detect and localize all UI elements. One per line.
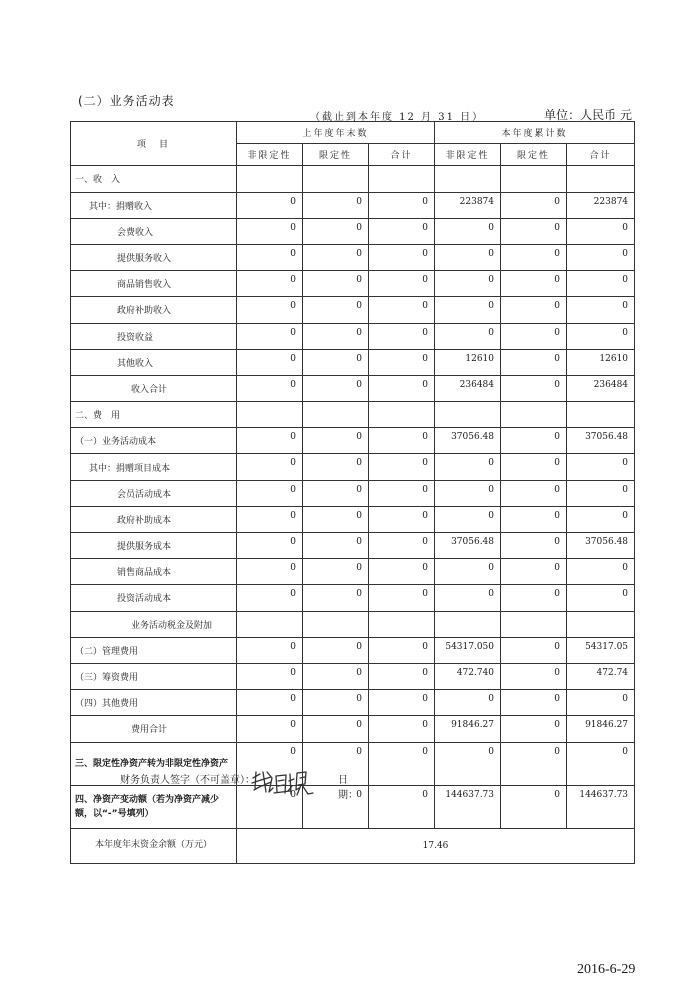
cell-value xyxy=(567,611,635,637)
cell-value: 0 xyxy=(237,637,303,663)
page-date: 2016-6-29 xyxy=(577,962,636,977)
cell-value: 0 xyxy=(303,454,369,480)
table-row xyxy=(71,611,635,637)
table-row xyxy=(71,297,635,323)
row-label: （一）业务活动成本 xyxy=(71,428,237,454)
cell-value: 0 xyxy=(567,690,635,716)
row-label: 投资活动成本 xyxy=(71,585,237,611)
cell-value: 0 xyxy=(237,690,303,716)
cell-value: 0 xyxy=(303,428,369,454)
cell-value: 0 xyxy=(237,506,303,532)
cell-value: 0 xyxy=(501,506,567,532)
cell-value xyxy=(435,166,501,192)
header-col: 合计 xyxy=(567,144,635,166)
row-label: 提供服务成本 xyxy=(71,533,237,559)
cell-value: 0 xyxy=(237,559,303,585)
row-label: 费用合计 xyxy=(71,716,237,742)
table-row xyxy=(71,218,635,244)
cell-value xyxy=(501,166,567,192)
row-label: 三、限定性净资产转为非限定性净资产 xyxy=(71,742,237,785)
cell-value: 0 xyxy=(435,690,501,716)
cell-value: 0 xyxy=(237,785,303,828)
table-row xyxy=(71,454,635,480)
cell-value: 0 xyxy=(303,742,369,785)
cell-value: 0 xyxy=(369,349,435,375)
cell-value: 0 xyxy=(501,375,567,401)
cell-value xyxy=(369,402,435,428)
cell-value: 144637.73 xyxy=(567,785,635,828)
cell-value: 0 xyxy=(567,480,635,506)
cell-value: 0 xyxy=(369,428,435,454)
cell-value: 0 xyxy=(567,506,635,532)
cell-value: 0 xyxy=(303,663,369,689)
cell-value: 0 xyxy=(501,637,567,663)
row-label: （四）其他费用 xyxy=(71,690,237,716)
cell-value: 37056.48 xyxy=(435,428,501,454)
cell-value: 0 xyxy=(303,323,369,349)
cell-value: 0 xyxy=(237,533,303,559)
row-label: （三）筹资费用 xyxy=(71,663,237,689)
cell-value: 0 xyxy=(237,244,303,270)
row-label: 收入合计 xyxy=(71,375,237,401)
cell-value: 0 xyxy=(369,585,435,611)
row-label: （二）管理费用 xyxy=(71,637,237,663)
row-label: 商品销售收入 xyxy=(71,271,237,297)
cell-value: 0 xyxy=(303,585,369,611)
cell-value: 223874 xyxy=(435,192,501,218)
row-label: 政府补助成本 xyxy=(71,506,237,532)
table-row xyxy=(71,192,635,218)
cell-value: 0 xyxy=(567,585,635,611)
cell-value: 0 xyxy=(435,585,501,611)
fund-balance-label: 本年度年末资金余额（万元） xyxy=(71,828,237,863)
row-label: 会员活动成本 xyxy=(71,480,237,506)
cell-value: 0 xyxy=(303,349,369,375)
cell-value: 0 xyxy=(303,192,369,218)
table-row xyxy=(71,585,635,611)
cell-value: 0 xyxy=(369,271,435,297)
fund-balance-row xyxy=(71,828,635,863)
cell-value: 91846.27 xyxy=(567,716,635,742)
cell-value: 0 xyxy=(435,271,501,297)
cell-value: 12610 xyxy=(435,349,501,375)
cell-value: 0 xyxy=(303,375,369,401)
cell-value: 0 xyxy=(237,428,303,454)
cell-value: 0 xyxy=(435,218,501,244)
header-prev-year: 上年度年末数 xyxy=(237,122,435,144)
cell-value: 0 xyxy=(501,454,567,480)
cell-value: 0 xyxy=(369,533,435,559)
cell-value xyxy=(237,166,303,192)
cell-value: 0 xyxy=(303,297,369,323)
cell-value xyxy=(567,166,635,192)
table-row xyxy=(71,716,635,742)
cell-value xyxy=(501,611,567,637)
row-label: 其他收入 xyxy=(71,349,237,375)
row-label: 会费收入 xyxy=(71,218,237,244)
cell-value: 0 xyxy=(237,742,303,785)
cell-value: 0 xyxy=(501,428,567,454)
row-label: 四、净资产变动额（若为净资产减少额，以“-”号填列） xyxy=(71,785,237,828)
cell-value: 12610 xyxy=(567,349,635,375)
cell-value: 0 xyxy=(369,690,435,716)
table-row xyxy=(71,323,635,349)
cell-value: 0 xyxy=(501,585,567,611)
cell-value: 0 xyxy=(237,218,303,244)
cell-value: 0 xyxy=(237,323,303,349)
table-row xyxy=(71,480,635,506)
cell-value: 0 xyxy=(237,375,303,401)
header-row-group xyxy=(71,122,635,144)
table-row xyxy=(71,166,635,192)
row-label: 其中：捐赠收入 xyxy=(71,192,237,218)
cell-value: 0 xyxy=(369,559,435,585)
cell-value: 0 xyxy=(435,480,501,506)
row-label: 二、费 用 xyxy=(71,402,237,428)
cell-value: 54317.050 xyxy=(435,637,501,663)
row-label: 提供服务收入 xyxy=(71,244,237,270)
cell-value: 0 xyxy=(501,559,567,585)
cell-value: 0 xyxy=(303,716,369,742)
table-row xyxy=(71,637,635,663)
cell-value: 0 xyxy=(435,244,501,270)
cell-value: 0 xyxy=(435,559,501,585)
cell-value: 0 xyxy=(237,480,303,506)
cell-value: 0 xyxy=(369,192,435,218)
cell-value: 0 xyxy=(567,559,635,585)
table-row xyxy=(71,533,635,559)
activity-table xyxy=(70,121,635,864)
cell-value: 0 xyxy=(435,506,501,532)
table-row xyxy=(71,271,635,297)
cell-value: 0 xyxy=(369,785,435,828)
signature-line xyxy=(120,771,358,801)
cell-value: 0 xyxy=(501,690,567,716)
report-period: （截止到本年度 12 月 31 日） xyxy=(310,112,485,123)
row-label: 其中：捐赠项目成本 xyxy=(71,454,237,480)
cell-value: 0 xyxy=(369,716,435,742)
cell-value: 144637.73 xyxy=(435,785,501,828)
cell-value: 54317.05 xyxy=(567,637,635,663)
cell-value: 472.74 xyxy=(567,663,635,689)
cell-value: 0 xyxy=(237,192,303,218)
cell-value: 0 xyxy=(369,375,435,401)
cell-value xyxy=(237,611,303,637)
cell-value: 0 xyxy=(303,533,369,559)
table-row xyxy=(71,244,635,270)
header-current-year: 本年度累计数 xyxy=(435,122,635,144)
cell-value: 0 xyxy=(501,533,567,559)
signature-label: 财务负责人签字（不可盖章）： xyxy=(120,775,255,786)
cell-value: 0 xyxy=(501,785,567,828)
header-col: 非限定性 xyxy=(435,144,501,166)
cell-value xyxy=(369,611,435,637)
cell-value xyxy=(303,611,369,637)
cell-value: 0 xyxy=(369,663,435,689)
cell-value: 0 xyxy=(369,506,435,532)
cell-value: 0 xyxy=(501,297,567,323)
cell-value: 37056.48 xyxy=(567,533,635,559)
cell-value: 0 xyxy=(303,559,369,585)
row-label: 一、收 入 xyxy=(71,166,237,192)
cell-value: 0 xyxy=(237,454,303,480)
cell-value: 0 xyxy=(501,271,567,297)
cell-value: 91846.27 xyxy=(435,716,501,742)
cell-value xyxy=(369,166,435,192)
cell-value: 0 xyxy=(303,637,369,663)
cell-value: 0 xyxy=(237,585,303,611)
cell-value xyxy=(435,402,501,428)
cell-value: 0 xyxy=(303,218,369,244)
cell-value: 0 xyxy=(501,218,567,244)
cell-value: 0 xyxy=(567,297,635,323)
cell-value: 0 xyxy=(303,506,369,532)
cell-value: 0 xyxy=(567,454,635,480)
table-row xyxy=(71,349,635,375)
cell-value: 0 xyxy=(237,663,303,689)
cell-value: 0 xyxy=(237,297,303,323)
cell-value: 37056.48 xyxy=(567,428,635,454)
cell-value: 0 xyxy=(501,742,567,785)
cell-value: 0 xyxy=(237,349,303,375)
row-label: 销售商品成本 xyxy=(71,559,237,585)
table-row xyxy=(71,428,635,454)
cell-value: 0 xyxy=(501,480,567,506)
cell-value: 0 xyxy=(369,454,435,480)
table-row xyxy=(71,402,635,428)
header-item: 项 目 xyxy=(71,122,237,166)
cell-value: 0 xyxy=(369,480,435,506)
cell-value: 472.740 xyxy=(435,663,501,689)
cell-value: 0 xyxy=(435,742,501,785)
cell-value: 0 xyxy=(501,192,567,218)
cell-value: 0 xyxy=(567,271,635,297)
cell-value: 0 xyxy=(303,244,369,270)
table-row xyxy=(71,690,635,716)
cell-value xyxy=(303,166,369,192)
handwritten-signature xyxy=(250,766,316,800)
header-col: 限定性 xyxy=(303,144,369,166)
row-label: 投资收益 xyxy=(71,323,237,349)
table-row xyxy=(71,375,635,401)
cell-value: 0 xyxy=(435,297,501,323)
report-title: (二）业务活动表 xyxy=(78,94,175,108)
cell-value: 0 xyxy=(567,218,635,244)
row-label: 业务活动税金及附加 xyxy=(71,611,237,637)
header-col: 合计 xyxy=(369,144,435,166)
cell-value: 0 xyxy=(501,323,567,349)
cell-value: 223874 xyxy=(567,192,635,218)
cell-value: 0 xyxy=(237,716,303,742)
cell-value: 0 xyxy=(369,244,435,270)
cell-value: 236484 xyxy=(567,375,635,401)
cell-value: 0 xyxy=(369,742,435,785)
cell-value: 0 xyxy=(237,271,303,297)
cell-value: 0 xyxy=(567,742,635,785)
cell-value xyxy=(567,402,635,428)
cell-value: 0 xyxy=(501,244,567,270)
fund-balance-value: 17.46 xyxy=(237,828,635,863)
cell-value: 0 xyxy=(435,323,501,349)
currency-unit: 单位：人民币 元 xyxy=(544,108,632,122)
cell-value: 0 xyxy=(369,297,435,323)
date-label: 日期： xyxy=(338,775,358,801)
cell-value xyxy=(435,611,501,637)
header-col: 非限定性 xyxy=(237,144,303,166)
cell-value: 0 xyxy=(369,323,435,349)
cell-value: 0 xyxy=(303,690,369,716)
header-col: 限定性 xyxy=(501,144,567,166)
cell-value: 0 xyxy=(369,218,435,244)
cell-value: 37056.48 xyxy=(435,533,501,559)
cell-value: 0 xyxy=(501,349,567,375)
cell-value: 0 xyxy=(303,785,369,828)
cell-value: 0 xyxy=(567,323,635,349)
cell-value: 0 xyxy=(369,637,435,663)
table-row xyxy=(71,506,635,532)
table-row xyxy=(71,663,635,689)
cell-value: 236484 xyxy=(435,375,501,401)
cell-value xyxy=(237,402,303,428)
table-row xyxy=(71,559,635,585)
cell-value xyxy=(303,402,369,428)
cell-value: 0 xyxy=(501,716,567,742)
cell-value: 0 xyxy=(567,244,635,270)
cell-value: 0 xyxy=(303,480,369,506)
row-label: 政府补助收入 xyxy=(71,297,237,323)
cell-value: 0 xyxy=(435,454,501,480)
cell-value: 0 xyxy=(501,663,567,689)
cell-value xyxy=(501,402,567,428)
cell-value: 0 xyxy=(303,271,369,297)
